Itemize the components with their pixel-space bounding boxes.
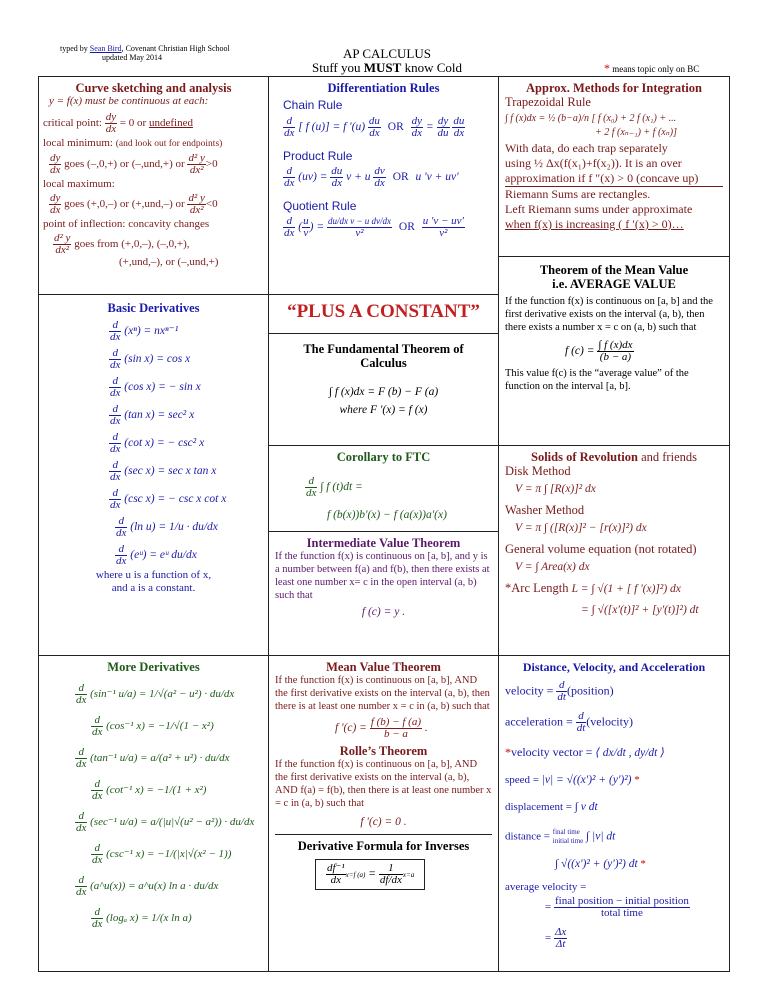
min-d2y: d² y: [188, 152, 205, 164]
critical-undefined: undefined: [148, 117, 193, 130]
poi-goes-text-2: (+,und,–), or (–,und,+): [119, 256, 219, 268]
avg-velocity-eq: = $\frac{\text{final position − initial position}}{\text{total time}}$: [545, 895, 689, 919]
basic-derivative-text: (xⁿ) = nxⁿ⁻¹: [121, 325, 179, 338]
mvt-eq-num: f (b) − f (a): [370, 716, 421, 728]
chain-rule-label: Chain Rule: [283, 98, 343, 112]
d-dx-frac: $\frac{d}{dx}$: [110, 487, 121, 511]
vvec-rhs: ⟨ dx/dt , dy/dt ⟩: [595, 747, 665, 759]
d-dx-frac: $\frac{d}{dx}$: [76, 810, 87, 834]
more-derivative-text: (csc⁻¹ x) = −1/(|x|√(x² − 1)): [103, 848, 232, 861]
ivt-title: Intermediate Value Theorem: [306, 536, 461, 550]
more-derivative-row: [91, 843, 262, 866]
basic-derivative-row: [109, 376, 262, 399]
product-alt: u 'v + uv': [415, 171, 459, 184]
d-dx-frac: $\frac{d}{dx}$: [92, 778, 103, 802]
basic-derivative-row: [109, 404, 262, 427]
d-dx-frac: $\frac{d}{dx}$: [92, 714, 103, 738]
rolle-title: Rolle’s Theorem: [339, 744, 428, 758]
basic-derivatives-box: [38, 294, 269, 656]
distance-row: [505, 828, 723, 846]
solids-title-bold: Solids of Revolution: [531, 450, 638, 464]
disp-rhs: ∫ v dt: [574, 801, 598, 813]
product-rule-label: Product Rule: [283, 149, 353, 163]
vvec-label: velocity vector =: [511, 745, 593, 759]
product-eq-text: (uv) =: [298, 171, 328, 184]
critical-label: critical point:: [43, 117, 102, 130]
distance-row-2: [555, 858, 723, 871]
max-dx2: dx²: [189, 204, 204, 216]
mvt-eq-den: b − a: [383, 728, 408, 740]
min-dx: dx: [50, 164, 61, 176]
more-rows: [45, 683, 262, 930]
avg-eq-lhs: f (c) =: [565, 345, 595, 358]
ftc-divider: [269, 333, 498, 334]
approx-notes: [505, 141, 723, 232]
local-min-row: [43, 137, 264, 151]
critical-dy: dy: [105, 111, 117, 123]
title-line-1: AP CALCULUS: [342, 46, 431, 61]
avg-den: total time: [601, 907, 643, 919]
avg-title-2: i.e. AVERAGE VALUE: [552, 277, 676, 291]
speed-row: [505, 774, 723, 787]
inverse-rhs-num: 1: [379, 863, 403, 875]
max-cond: <0: [205, 198, 218, 211]
more-derivative-row: [91, 907, 262, 930]
trapezoidal-label: Trapezoidal Rule: [505, 95, 591, 109]
mvt-rolle-box: [268, 655, 499, 972]
basic-derivative-row: [109, 488, 262, 511]
d-dx-frac: $\frac{d}{dx}$: [110, 431, 121, 455]
more-derivative-row: [91, 715, 262, 738]
typed-by-label: typed by: [60, 44, 90, 53]
quotient-rule-eq: $\frac{d}{dx}$ ( $\frac{u}{v}$ ) = $\frac{\text{du/dx v − u dv/dx}}{\text{v²}}$ OR $\frac{u 'v - uv'}{\text{v²}}$: [284, 215, 464, 239]
ivt-paragraph: If the function f(x) is continuous on [a, b], and y is a number between f(a) and f(b), then there exists at least one number x= c in the open interval (a, b) such that: [275, 551, 490, 601]
dist-star-icon: *: [640, 858, 646, 870]
mvt-title: Mean Value Theorem: [326, 660, 441, 674]
more-derivative-row: [75, 875, 262, 898]
accel-label: acceleration =: [505, 714, 573, 729]
basic-derivative-row: [115, 516, 262, 539]
more-derivative-row: [75, 811, 262, 834]
avg-eq2-num: Δx: [554, 926, 567, 938]
velocity-label: velocity =: [505, 683, 554, 698]
title-pre: Stuff you: [312, 60, 364, 75]
avg-paragraph-1: If the function f(x) is continuous on [a, b] and the first derivative exists on the interval (a, b), then there exists a number x = c on (a, b) such that: [505, 296, 713, 333]
critical-frac: [105, 112, 117, 135]
ftc-title: The Fundamental Theorem of Calculus: [303, 342, 464, 370]
accel-row: acceleration = $\frac{d}{dt}$ (velocity): [505, 710, 633, 734]
d-dx-frac: $\frac{d}{dx}$: [92, 842, 103, 866]
speed-label: speed =: [505, 774, 539, 786]
poi-frac: [53, 233, 71, 256]
mvt-paragraph: If the function f(x) is continuous on [a, b], AND the first derivative exists on the interval (a, b), then there is at least one number x = c in (a, b) such that: [275, 675, 490, 712]
avg-velocity-eq-2: = $\frac{\Delta x}{\Delta t}$: [545, 926, 567, 950]
basic-derivative-text: (eᵘ) = eᵘ du/dx: [127, 549, 197, 562]
rolle-eq: f '(c) = 0 .: [360, 816, 407, 828]
avg-eq-den: (b − a): [599, 351, 632, 363]
dva-title: Distance, Velocity, and Acceleration: [522, 660, 706, 674]
title-post: know Cold: [401, 60, 462, 75]
more-derivative-text: (tan⁻¹ u/a) = a/(a² + u²) · du/dx: [87, 752, 230, 765]
inverse-rhs-dx: dx: [391, 874, 402, 886]
min-dx2: dx²: [189, 164, 204, 176]
approx-line-3: approximation if f ″(x) > 0 (concave up): [505, 171, 723, 187]
basic-derivative-text: (sin x) = cos x: [121, 353, 191, 366]
washer-eq: V = π ∫ ([R(x)]² − [r(x)]²) dx: [515, 522, 647, 534]
dist-eq-2: ∫ √((x')² + (y')²) dt: [555, 858, 638, 870]
poi-goes-row: [43, 233, 264, 256]
d-dx-frac: $\frac{d}{dx}$: [92, 906, 103, 930]
more-derivative-row: [75, 683, 262, 706]
general-volume-label: General volume equation (not rotated): [505, 542, 697, 556]
inverse-divider: [275, 834, 492, 835]
quotient-rule-label: Quotient Rule: [283, 199, 357, 213]
local-max-label: local maximum:: [43, 178, 115, 190]
speed-star-icon: *: [634, 774, 640, 786]
dva-box: [498, 655, 730, 972]
corollary-eq-1: $\frac{d}{dx}$ ∫ f (t)dt =: [306, 475, 363, 499]
approx-line-4: Riemann Sums are rectangles.: [505, 187, 651, 201]
basic-derivative-text: (csc x) = − csc x cot x: [121, 493, 227, 506]
max-dy-frac: [49, 193, 61, 216]
critical-point-row: [43, 112, 264, 135]
max-dx: dx: [50, 204, 61, 216]
curve-sketching-box: [38, 76, 269, 295]
arc-eq-2: = ∫ √([x'(t)]² + [y'(t)]²) dt: [581, 604, 699, 616]
ftc-box: [268, 294, 499, 446]
max-dy: dy: [50, 192, 61, 204]
basic-note-2: and a is a constant.: [111, 582, 196, 594]
avg-eq2-den: Δt: [555, 938, 566, 950]
arc-star-icon: *: [505, 581, 512, 595]
velocity-vector-row: [505, 746, 723, 760]
basic-derivative-row: [115, 544, 262, 567]
disk-label: Disk Method: [505, 464, 571, 478]
basic-derivative-text: (ln u) = 1/u · du/dx: [127, 521, 218, 534]
min-cond: >0: [205, 158, 218, 171]
d-dx-frac: $\frac{d}{dx}$: [110, 403, 121, 427]
washer-label: Washer Method: [505, 503, 585, 517]
diff-title: Differentiation Rules: [327, 81, 440, 95]
avg-title-1: Theorem of the Mean Value: [539, 263, 689, 277]
avg-velocity-label: average velocity =: [505, 881, 587, 893]
product-or: OR: [392, 171, 409, 184]
corollary-title: Corollary to FTC: [336, 450, 431, 464]
velocity-rhs: (position): [566, 683, 614, 698]
page-title: [292, 47, 482, 75]
dist-rhs: ∫ |v| dt: [586, 830, 616, 843]
d-dx-frac: $\frac{d}{dx}$: [116, 515, 127, 539]
basic-derivative-row: [109, 460, 262, 483]
approx-methods-box: [498, 76, 730, 257]
chain-rule-eq: $\frac{d}{dx}$ [ f (u)] = f '(u) $\frac{du}{dx}$ OR $\frac{dy}{dx}$ = $\frac{dy}{du}$ $\frac{du}{dx}$: [284, 115, 465, 139]
inverse-lhs-num: df⁻¹: [327, 862, 345, 874]
poi-label: point of inflection: concavity changes: [43, 218, 210, 230]
avg-eq: [565, 340, 723, 363]
disk-eq: V = π ∫ [R(x)]² dx: [515, 483, 596, 495]
d-dx-frac: $\frac{d}{dx}$: [110, 319, 121, 343]
velocity-row: velocity = $\frac{d}{dt}$ (position): [505, 679, 614, 703]
general-volume-eq: V = ∫ Area(x) dx: [515, 561, 590, 573]
more-derivative-text: (cot⁻¹ x) = −1/(1 + x²): [103, 784, 207, 797]
accel-rhs: (velocity): [586, 714, 633, 729]
poi-d2y: d² y: [54, 232, 71, 244]
updated-date: updated May 2014: [102, 53, 162, 62]
more-derivative-text: (sin⁻¹ u/a) = 1/√(a² − u²) · du/dx: [87, 688, 235, 701]
basic-derivative-text: (tan x) = sec² x: [121, 409, 195, 422]
ftc-eq: ∫ f (x)dx = F (b) − F (a): [328, 386, 439, 398]
basic-derivative-text: (cot x) = − csc² x: [121, 437, 205, 450]
rolle-paragraph: If the function f(x) is continuous on [a, b], AND the first derivative exists on the interval (a, b), AND f(a) = f(b), then there is at least one number x = c in (a, b) such that: [275, 759, 492, 809]
max-d2y: d² y: [188, 192, 205, 204]
disp-label: displacement =: [505, 801, 572, 813]
corollary-ivt-box: [268, 445, 499, 656]
d-dx-frac: $\frac{d}{dx}$: [110, 375, 121, 399]
approx-title: Approx. Methods for Integration: [526, 81, 702, 95]
critical-dx: dx: [105, 123, 117, 135]
school-name: , Covenant Christian High School: [121, 44, 230, 53]
curve-continuous-line: y = f(x) must be continuous at each:: [49, 95, 209, 107]
ftc-where: where F '(x) = f (x): [339, 404, 428, 416]
avg-num: final position − initial position: [554, 895, 689, 907]
inverse-title: Derivative Formula for Inverses: [297, 839, 470, 853]
ivt-eq: f (c) = y .: [361, 606, 406, 618]
basic-derivative-row: [109, 348, 262, 371]
inverse-lhs-den: dx: [330, 874, 342, 886]
trap-eq-2: + 2 f (xₙ₋₁) + f (xₙ)]: [595, 127, 678, 138]
basic-rows: [45, 320, 262, 567]
dist-top: final time: [552, 828, 580, 836]
vvec-star-icon: *: [505, 745, 511, 759]
basic-derivative-text: (sec x) = sec x tan x: [121, 465, 217, 478]
min-goes-text: goes (–,0,+) or (–,und,+) or: [64, 158, 185, 171]
corollary-eq-2: f (b(x))b'(x) − f (a(x))a'(x): [327, 509, 447, 521]
inverse-lhs-sub: x=f (a): [345, 871, 366, 880]
dist-label: distance =: [505, 830, 550, 843]
corollary-eq1-text: ∫ f (t)dt =: [320, 481, 363, 494]
more-derivative-row: [91, 779, 262, 802]
product-rule-eq: $\frac{d}{dx}$ (uv) = $\frac{du}{dx}$ v + u $\frac{dv}{dx}$ OR u 'v + uv': [284, 165, 459, 189]
trap-eq-1: ∫ f (x)dx = ½ (b−a)/n [ f (x₀) + 2 f (x₁) + ...: [505, 113, 677, 124]
dist-bot: initial time: [552, 837, 584, 845]
header-credit: [60, 44, 230, 62]
solids-box: [498, 445, 730, 656]
avg-paragraph-2: This value f(c) is the “average value” of the function on the interval [a, b].: [505, 368, 689, 392]
more-derivative-text: (sec⁻¹ u/a) = a/(|u|√(u² − a²)) · du/dx: [87, 816, 255, 829]
solids-title-rest: and friends: [637, 450, 697, 464]
more-derivative-text: (a^u(x)) = a^u(x) ln a · du/dx: [87, 880, 219, 893]
arc-length-row: [505, 581, 723, 596]
local-min-note: (and look out for endpoints): [115, 139, 223, 149]
max-d2y-frac: [187, 193, 205, 216]
approx-line-5: Left Riemann sums under approximate: [505, 202, 693, 216]
differentiation-rules-box: [268, 76, 499, 295]
ivt-divider: [269, 531, 498, 532]
d-dx-frac: $\frac{d}{dx}$: [110, 459, 121, 483]
inverse-rhs-df: df: [379, 874, 389, 886]
avg-eq-num: ∫ f (x)dx: [598, 339, 633, 351]
min-d2y-frac: [187, 153, 205, 176]
plus-a-constant: “PLUS A CONSTANT”: [287, 301, 480, 322]
mvt-eq-lhs: f '(c) =: [335, 722, 367, 735]
basic-note-1: where u is a function of x,: [95, 569, 212, 581]
more-derivative-text: (logₐ x) = 1/(x ln a): [103, 912, 192, 925]
d-dx-frac: $\frac{d}{dx}$: [116, 543, 127, 567]
bc-star-icon: *: [604, 61, 610, 75]
approx-line-6: when f(x) is increasing ( f ′(x) > 0)…: [505, 217, 684, 231]
mvt-eq: f '(c) = $\frac{f (b) - f (a)}{b - a}$ .: [335, 716, 428, 740]
chain-eq-text: [ f (u)] = f '(u): [298, 121, 366, 134]
d-dx-frac: $\frac{d}{dx}$: [76, 874, 87, 898]
solids-title: [505, 450, 723, 464]
max-goes-row: [43, 193, 264, 216]
title-bold: MUST: [363, 60, 402, 75]
bc-note-text: means topic only on BC: [610, 64, 700, 74]
bc-note: [604, 61, 699, 76]
more-derivatives-box: [38, 655, 269, 972]
quotient-alt-num: u 'v − uv': [422, 215, 464, 227]
inverse-eq: $\frac{\text{df⁻¹}}{dx}$ x=f (a) = $\frac{1}{df/dx}$ x=a: [315, 859, 425, 890]
curve-title: Curve sketching and analysis: [75, 81, 232, 95]
basic-title: Basic Derivatives: [107, 301, 200, 315]
more-derivative-text: (cos⁻¹ x) = −1/√(1 − x²): [103, 720, 214, 733]
title-line-2: [292, 61, 482, 75]
speed-rhs: |v| = √((x')² + (y')²): [541, 774, 632, 786]
approx-line-2: using ½ Δx(f(x₁)+f(x₂)). It is an over: [505, 156, 682, 170]
chain-or: OR: [387, 121, 404, 134]
inverse-rhs-sub: x=a: [402, 871, 415, 880]
basic-derivative-row: [109, 320, 262, 343]
arc-label: Arc Length: [511, 581, 569, 595]
poi-dx2: dx²: [55, 244, 70, 256]
quotient-alt-den: v²: [439, 227, 448, 239]
d-dx-frac: $\frac{d}{dx}$: [110, 347, 121, 371]
min-dy-frac: [49, 153, 61, 176]
local-min-label: local minimum:: [43, 137, 113, 149]
quotient-or: OR: [398, 221, 415, 234]
more-derivative-row: [75, 747, 262, 770]
min-dy: dy: [50, 152, 61, 164]
min-goes-row: [43, 153, 264, 176]
approx-line-1: With data, do each trap separately: [505, 141, 668, 155]
basic-derivative-row: [109, 432, 262, 455]
basic-derivative-text: (cos x) = − sin x: [121, 381, 201, 394]
author-link[interactable]: Sean Bird: [89, 44, 122, 53]
displacement-row: [505, 801, 723, 814]
max-goes-text: goes (+,0,–) or (+,und,–) or: [64, 198, 185, 211]
critical-eq: = 0 or: [119, 117, 149, 130]
arc-eq-1: L = ∫ √(1 + [ f '(x)]²) dx: [571, 583, 681, 595]
d-dx-frac: $\frac{d}{dx}$: [76, 746, 87, 770]
average-value-box: [498, 256, 730, 446]
poi-goes-text: goes from (+,0,–), (–,0,+),: [74, 238, 190, 251]
d-dx-frac: $\frac{d}{dx}$: [76, 682, 87, 706]
more-title: More Derivatives: [107, 660, 200, 674]
